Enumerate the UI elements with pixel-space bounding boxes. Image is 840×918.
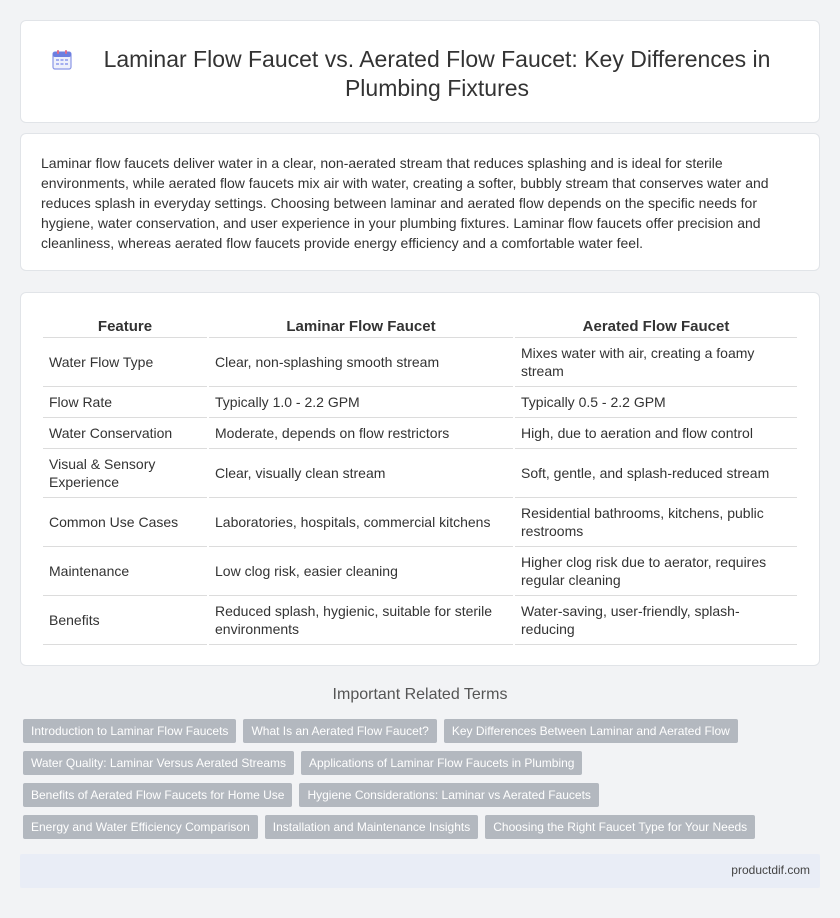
table-cell: Typically 1.0 - 2.2 GPM: [209, 387, 513, 418]
tag-row: [23, 783, 803, 807]
site-link[interactable]: productdif.com: [731, 863, 810, 877]
table-cell: Clear, non-splashing smooth stream: [209, 338, 513, 387]
related-term-tag[interactable]: Key Differences Between Laminar and Aerated Flow: [444, 719, 738, 743]
related-terms-list: [23, 719, 803, 847]
related-term-tag[interactable]: What Is an Aerated Flow Faucet?: [243, 719, 436, 743]
header-laminar: Laminar Flow Faucet: [209, 314, 513, 338]
table-cell: Benefits: [43, 596, 207, 645]
title-card: [20, 20, 820, 123]
header-feature: Feature: [43, 314, 207, 338]
table-cell: Flow Rate: [43, 387, 207, 418]
table-cell: Water Flow Type: [43, 338, 207, 387]
title-wrap: [21, 21, 819, 103]
tag-row: [23, 719, 803, 743]
related-terms-heading: Important Related Terms: [332, 686, 508, 703]
comparison-table-card: [20, 292, 820, 666]
related-term-tag[interactable]: Applications of Laminar Flow Faucets in Plumbing: [301, 751, 582, 775]
table-row: [43, 449, 797, 498]
table-row: [43, 387, 797, 418]
related-term-tag[interactable]: Introduction to Laminar Flow Faucets: [23, 719, 236, 743]
table-row: [43, 338, 797, 387]
header-aerated: Aerated Flow Faucet: [515, 314, 797, 338]
table-cell: Soft, gentle, and splash-reduced stream: [515, 449, 797, 498]
table-cell: Visual & Sensory Experience: [43, 449, 207, 498]
table-cell: Moderate, depends on flow restrictors: [209, 418, 513, 449]
intro-paragraph: Laminar flow faucets deliver water in a clear, non-aerated stream that reduces splashing and is ideal for sterile environments, while aerated flow faucets mix air with water, creating a softer, bubbly stream that conserves water and reduces splash in everyday settings. Choosing between laminar and aerated flow depends on the specific needs for hygiene, water conservation, and user experience in your plumbing fixtures. Laminar flow faucets offer precision and cleanliness, whereas aerated flow faucets provide energy efficiency and a comfortable water feel.: [41, 155, 769, 251]
page-title: Laminar Flow Faucet vs. Aerated Flow Faucet: Key Differences in Plumbing Fixtures: [103, 46, 771, 101]
comparison-table: [41, 314, 799, 645]
table-cell: Low clog risk, easier cleaning: [209, 547, 513, 596]
table-row: [43, 498, 797, 547]
table-cell: Higher clog risk due to aerator, requires regular cleaning: [515, 547, 797, 596]
related-term-tag[interactable]: Energy and Water Efficiency Comparison: [23, 815, 258, 839]
table-row: [43, 418, 797, 449]
table-row: [43, 547, 797, 596]
tag-row: [23, 751, 803, 775]
table-cell: Water-saving, user-friendly, splash-reducing: [515, 596, 797, 645]
tag-row: [23, 815, 803, 839]
related-term-tag[interactable]: Hygiene Considerations: Laminar vs Aerated Faucets: [299, 783, 598, 807]
table-cell: Typically 0.5 - 2.2 GPM: [515, 387, 797, 418]
table-cell: Common Use Cases: [43, 498, 207, 547]
related-term-tag[interactable]: Installation and Maintenance Insights: [265, 815, 478, 839]
footer: [20, 854, 820, 888]
calendar-icon: [51, 49, 73, 71]
related-term-tag[interactable]: Choosing the Right Faucet Type for Your Needs: [485, 815, 755, 839]
table-cell: Residential bathrooms, kitchens, public restrooms: [515, 498, 797, 547]
related-term-tag[interactable]: Water Quality: Laminar Versus Aerated Streams: [23, 751, 294, 775]
intro-card: [20, 133, 820, 271]
table-row: [43, 596, 797, 645]
table-cell: Mixes water with air, creating a foamy stream: [515, 338, 797, 387]
table-cell: Reduced splash, hygienic, suitable for sterile environments: [209, 596, 513, 645]
table-cell: High, due to aeration and flow control: [515, 418, 797, 449]
table-cell: Water Conservation: [43, 418, 207, 449]
table-cell: Clear, visually clean stream: [209, 449, 513, 498]
related-term-tag[interactable]: Benefits of Aerated Flow Faucets for Home Use: [23, 783, 292, 807]
table-cell: Maintenance: [43, 547, 207, 596]
table-cell: Laboratories, hospitals, commercial kitchens: [209, 498, 513, 547]
table-header-row: [43, 314, 797, 338]
